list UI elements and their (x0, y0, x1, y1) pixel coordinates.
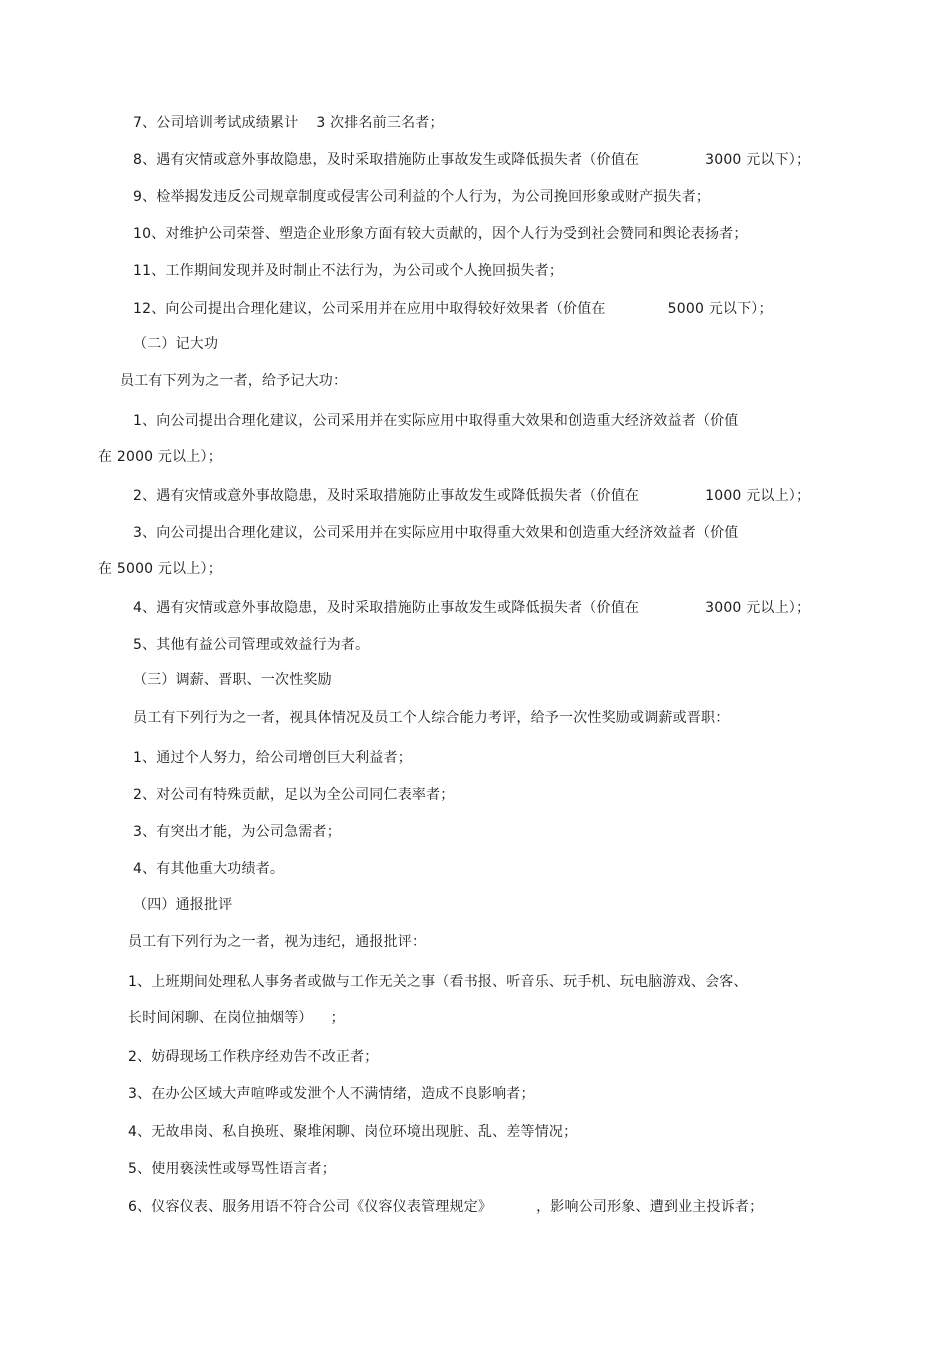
merit-item-4 (133, 599, 810, 617)
merit-item-3-cont: 在 5000 元以上）； (98, 561, 222, 577)
merit-item-2-text: 2、遇有灾情或意外事故隐患，及时采取措施防止事故发生或降低损失者（价值在 (133, 488, 640, 504)
section-intro-4: 员工有下列行为之一者，视为违纪，通报批评： (128, 934, 427, 950)
item-8-text: 8、遇有灾情或意外事故隐患，及时采取措施防止事故发生或降低损失者（价值在 (133, 152, 640, 168)
item-10: 10、对维护公司荣誉、塑造企业形象方面有较大贡献的，因个人行为受到社会赞同和舆论表扬者； (133, 226, 748, 242)
section-intro-2: 员工有下列为之一者，给予记大功： (120, 373, 348, 389)
item-12-value: 5000 元以下）； (667, 301, 773, 317)
merit-item-5: 5、其他有益公司管理或效益行为者。 (133, 637, 370, 653)
item-12 (133, 300, 773, 318)
criticism-item-1: 1、上班期间处理私人事务者或做与工作无关之事（看书报、听音乐、玩手机、玩电脑游戏、会客、 (128, 974, 748, 990)
criticism-item-6 (128, 1198, 763, 1216)
section-heading-2: （二）记大功 (133, 336, 219, 352)
criticism-item-1-cont-end: ； (330, 1010, 345, 1026)
reward-item-1: 1、通过个人努力，给公司增创巨大利益者； (133, 750, 412, 766)
item-7-text: 7、公司培训考试成绩累计 (133, 115, 299, 131)
section-heading-3: （三）调薪、晋职、一次性奖励 (133, 672, 332, 688)
criticism-item-6-rest: ，影响公司形象、遭到业主投诉者； (536, 1199, 764, 1215)
item-12-text: 12、向公司提出合理化建议，公司采用并在应用中取得较好效果者（价值在 (133, 301, 606, 317)
criticism-item-2: 2、妨碍现场工作秩序经劝告不改正者； (128, 1049, 379, 1065)
reward-item-2: 2、对公司有特殊贡献，足以为全公司同仁表率者； (133, 787, 455, 803)
section-heading-4: （四）通报批评 (133, 897, 233, 913)
merit-item-2 (133, 487, 810, 505)
merit-item-4-text: 4、遇有灾情或意外事故隐患，及时采取措施防止事故发生或降低损失者（价值在 (133, 600, 640, 616)
item-11: 11、工作期间发现并及时制止不法行为，为公司或个人挽回损失者； (133, 263, 564, 279)
criticism-item-6-text: 6、仪容仪表、服务用语不符合公司《仪容仪表管理规定》 (128, 1199, 493, 1215)
merit-item-3: 3、向公司提出合理化建议，公司采用并在实际应用中取得重大效果和创造重大经济效益者（价值 (133, 525, 739, 541)
criticism-item-3: 3、在办公区域大声喧哗或发泄个人不满情绪，造成不良影响者； (128, 1086, 535, 1102)
item-8 (133, 151, 810, 169)
merit-item-1: 1、向公司提出合理化建议，公司采用并在实际应用中取得重大效果和创造重大经济效益者（价值 (133, 413, 739, 429)
reward-item-4: 4、有其他重大功绩者。 (133, 861, 285, 877)
merit-item-2-value: 1000 元以上）； (705, 488, 811, 504)
section-intro-3: 员工有下列行为之一者，视具体情况及员工个人综合能力考评，给予一次性奖励或调薪或晋职： (133, 710, 730, 726)
criticism-item-4: 4、无故串岗、私自换班、聚堆闲聊、岗位环境出现脏、乱、差等情况； (128, 1124, 578, 1140)
criticism-item-5: 5、使用亵渎性或辱骂性语言者； (128, 1161, 336, 1177)
merit-item-4-value: 3000 元以上）； (705, 600, 811, 616)
item-8-value: 3000 元以下）； (705, 152, 811, 168)
merit-item-1-cont: 在 2000 元以上）； (98, 449, 222, 465)
item-7 (133, 114, 444, 132)
reward-item-3: 3、有突出才能，为公司急需者； (133, 824, 341, 840)
item-9: 9、检举揭发违反公司规章制度或侵害公司利益的个人行为，为公司挽回形象或财产损失者； (133, 189, 711, 205)
item-7-value: 3 次排名前三名者； (316, 115, 444, 131)
criticism-item-1-cont-text: 长时间闲聊、在岗位抽烟等） (128, 1010, 313, 1026)
criticism-item-1-cont (128, 1009, 345, 1027)
